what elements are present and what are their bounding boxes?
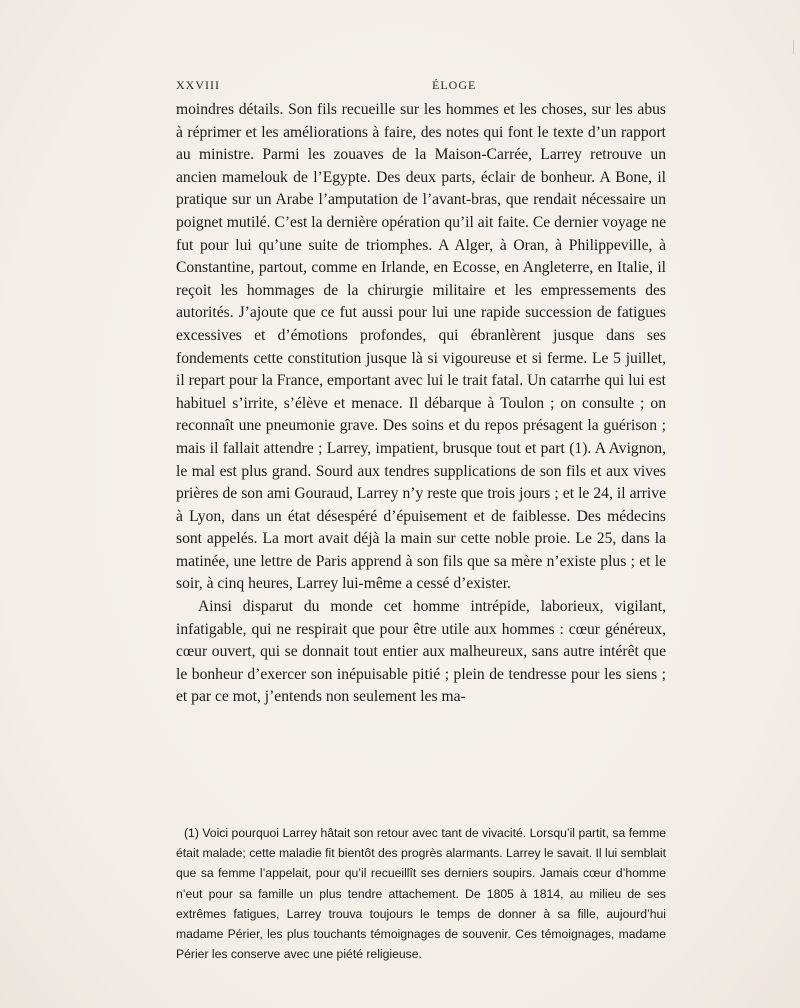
footnote	[176, 823, 666, 964]
paragraph-eulogy: Ainsi disparut du monde cet homme intrépide, laborieux, vigilant, infatigable, qui ne respirait que pour être utile aux hommes : cœur généreux, cœur ouvert, qui se donnait tout entier aux malheureux, sans autre intérêt que le bonheur d’exercer son inépuisable pitié ; plein de tendresse pour les siens ; et par ce mot, j’entends non seulement les ma-	[176, 598, 666, 706]
page-edge-mark	[793, 40, 794, 54]
main-text	[176, 99, 666, 709]
running-head: ÉLOGE	[432, 78, 477, 92]
page-header	[176, 78, 660, 94]
paragraph-continued: moindres détails. Son fils recueille sur les hommes et les choses, sur les abus à réprimer et les améliorations à faire, des notes qui font le texte d’un rapport au ministre. Parmi les zouaves de la Maison-Carrée, Larrey retrouve un ancien mamelouk de l’Egypte. Des deux parts, éclair de bonheur. A Bone, il pratique sur un Arabe l’amputation de l’avant-bras, que rendait nécessaire un poignet mutilé. C’est la dernière opération qu’il ait faite. Ce dernier voyage ne fut pour lui qu’une suite de triomphes. A Alger, à Oran, à Philippeville, à Constantine, partout, comme en Irlande, en Ecosse, en Angleterre, en Italie, il reçoit les hommages de la chirurgie militaire et les empressements des autorités. J’ajoute que ce fut aussi pour lui une rapide succession de fatigues excessives et d’émotions profondes, qui ébranlèrent jusque dans ses fondements cette constitution jusque là si vigoureuse et si ferme. Le 5 juillet, il repart pour la France, emportant avec lui le trait fatal. Un catarrhe qui lui est habituel s’irrite, s’élève et menace. Il débarque à Toulon ; on consulte ; on reconnaît une pneumonie grave. Des soins et du repos présagent la guérison ; mais il fallait attendre ; Larrey, impatient, brusque tout et part (1). A Avignon, le mal est plus grand. Sourd aux tendres supplications de son fils et aux vives prières de son ami Gouraud, Larrey n’y reste que trois jours ; et le 24, il arrive à Lyon, dans un état désespéré d’épuisement et de faiblesse. Des médecins sont appelés. La mort avait déjà la main sur cette noble proie. Le 25, dans la matinée, une lettre de Paris apprend à son fils que sa mère n’existe plus ; et le soir, à cinq heures, Larrey lui-même a cessé d’exister.	[176, 101, 666, 593]
page-number: XXVIII	[176, 78, 220, 92]
footnote-text: (1) Voici pourquoi Larrey hâtait son retour avec tant de vivacité. Lorsqu’il partit, sa femme était malade; cette maladie fit bientôt des progrès alarmants. Larrey le savait. Il lui semblait que sa femme l’appelait, pour qu’il recueillît ses derniers soupirs. Jamais cœur d’homme n’eut pour sa famille un plus tendre attachement. De 1805 à 1814, au milieu de ses extrêmes fatigues, Larrey trouva toujours le temps de donner à sa fille, aujourd’hui madame Périer, les plus touchants témoignages de souvenir. Ces témoignages, madame Périer les conserve avec une piété religieuse.	[176, 826, 666, 962]
